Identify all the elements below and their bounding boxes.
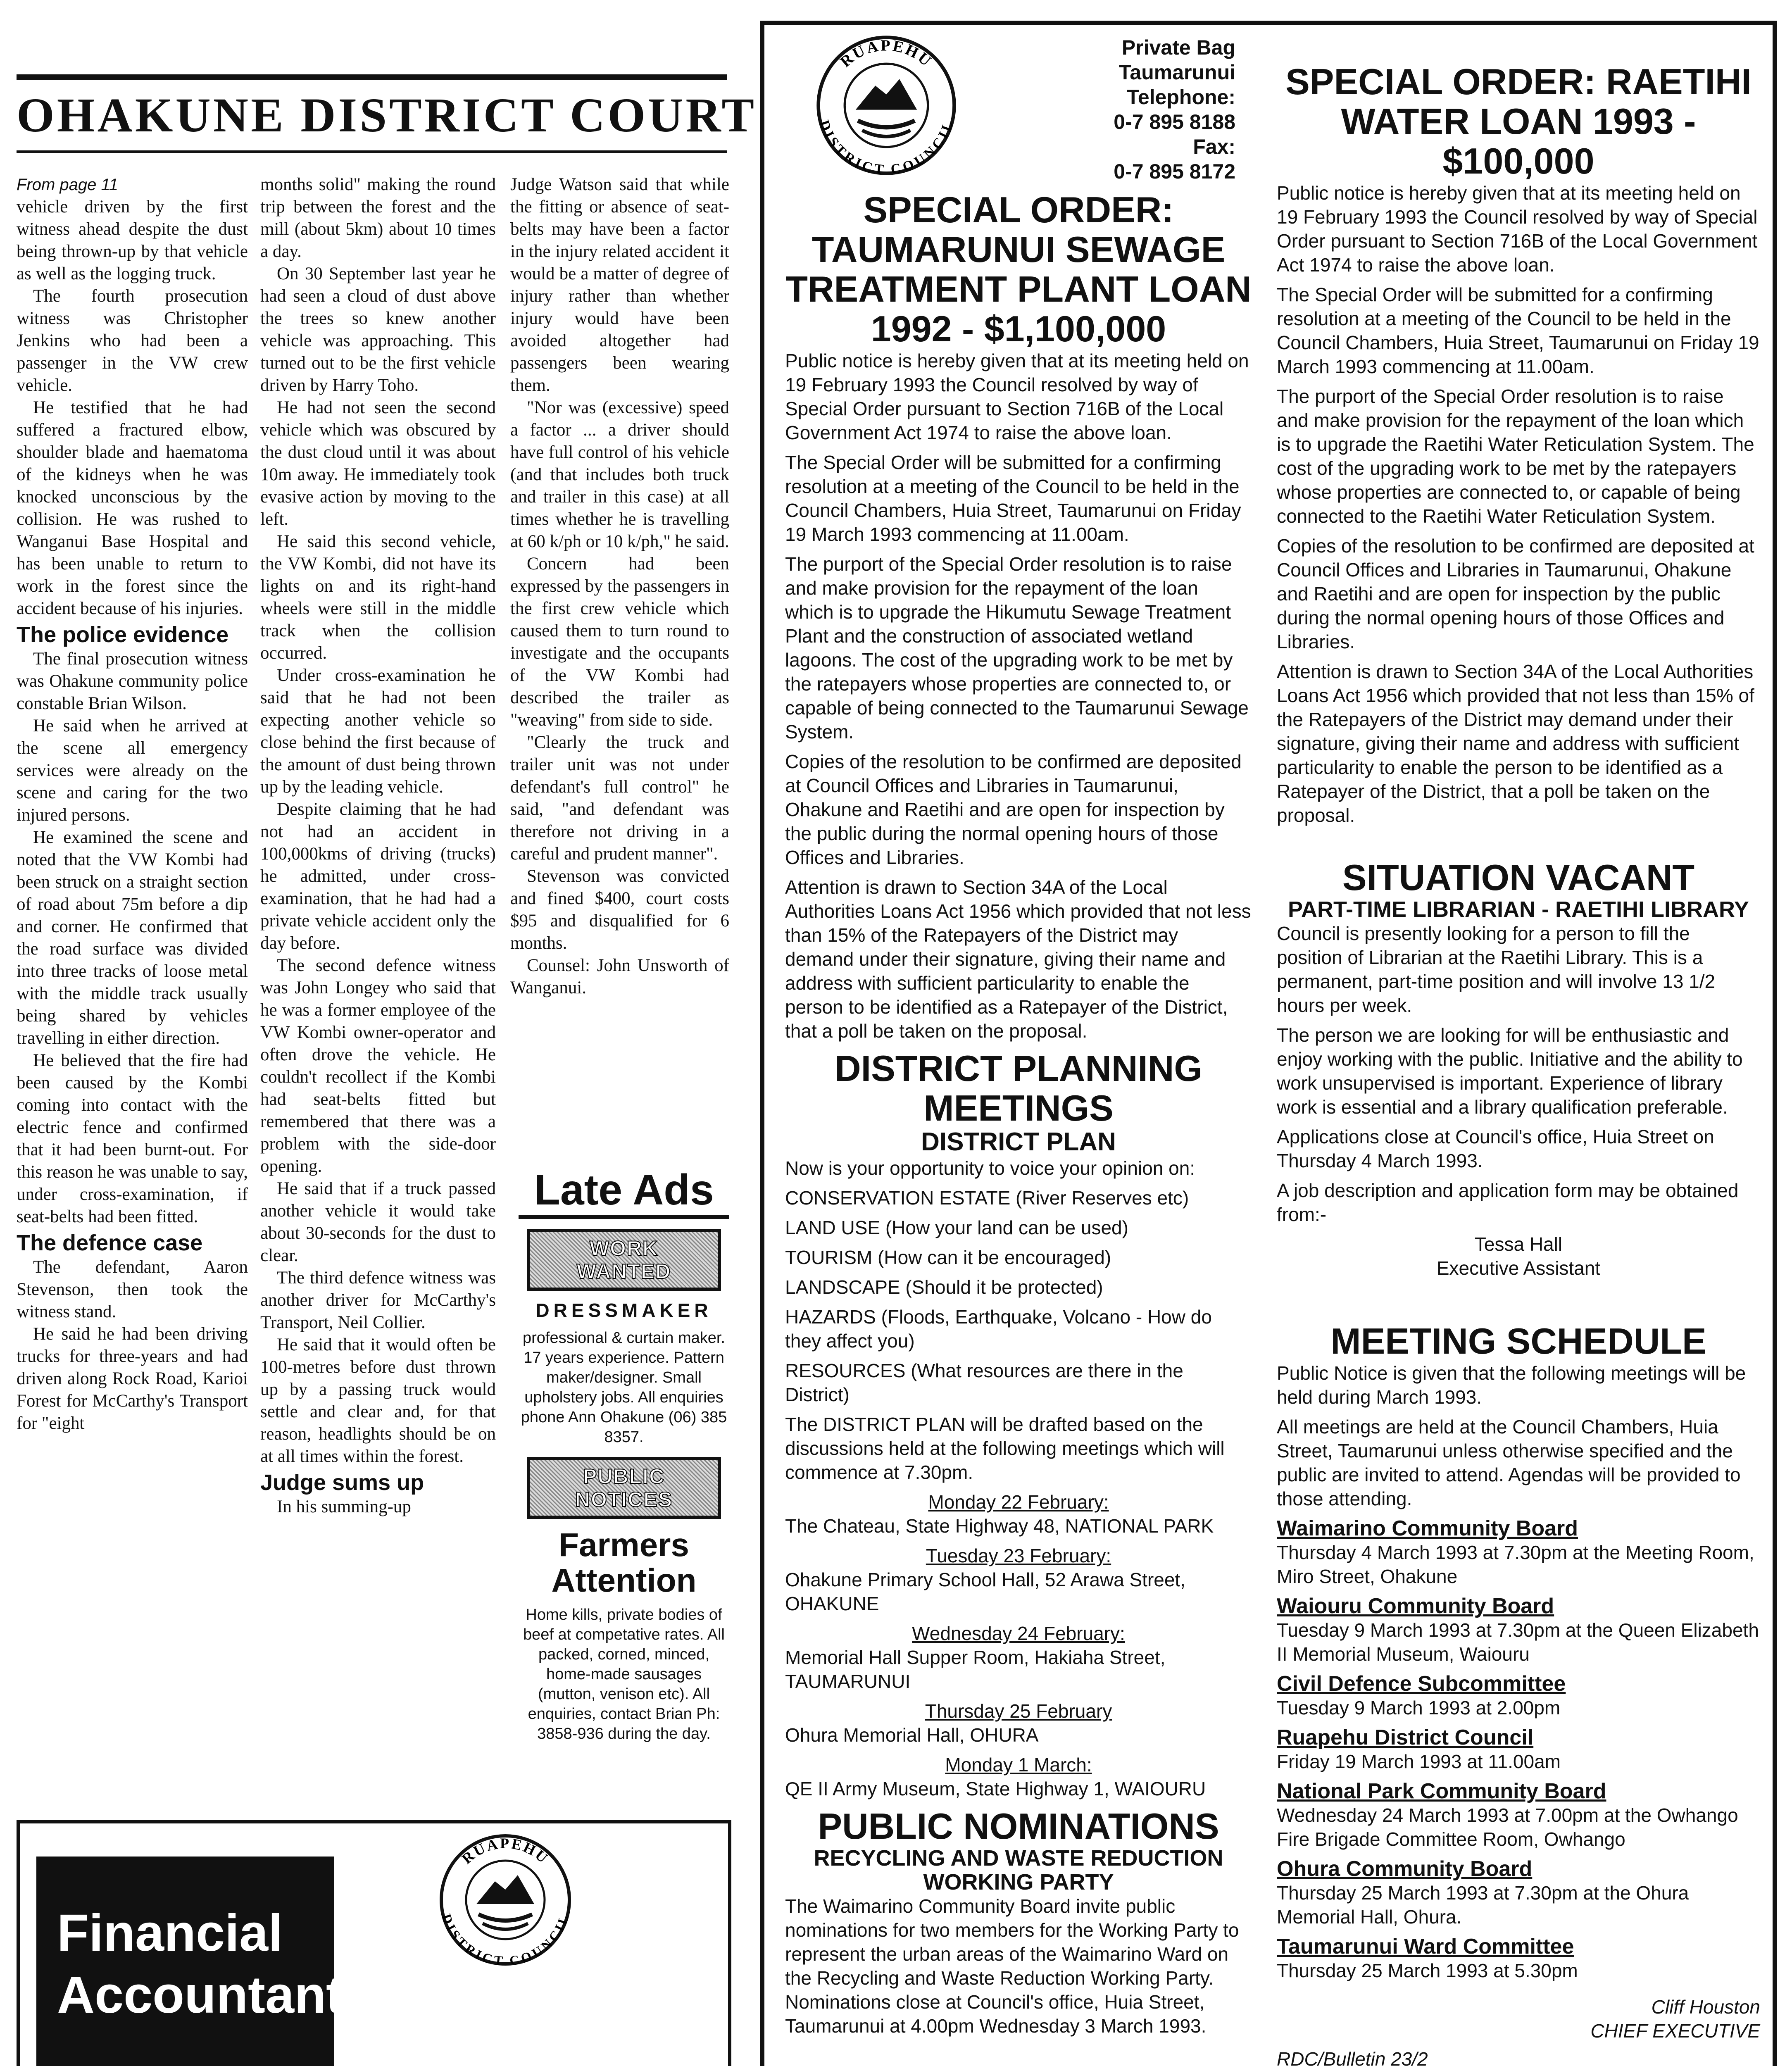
planning-topic: LANDSCAPE (Should it be protected) bbox=[785, 1276, 1103, 1298]
planning-drafted: The DISTRICT PLAN will be drafted based on the discussions held at the following meetings which will commence at 7.30pm. bbox=[785, 1414, 1225, 1483]
planning-title: DISTRICT PLANNING MEETINGS bbox=[835, 1048, 1202, 1128]
ruapehu-council-seal-icon bbox=[814, 33, 959, 178]
board-name: Ohura Community Board bbox=[1277, 1857, 1533, 1881]
schedule-intro: Public Notice is given that the following meetings will be held during March 1993. bbox=[1277, 1362, 1746, 1408]
court-paragraph: "Nor was (excessive) speed a factor ... a driver should have full control of his vehicle (and that includes both truck and trailer in this case) at all times whether he is travelling at 60 k/ph or 10 k/ph," he said. bbox=[510, 398, 729, 551]
late-ads-section bbox=[519, 1165, 729, 1806]
bulletin-ref: RDC/Bulletin 23/2 bbox=[1277, 2048, 1428, 2066]
court-paragraph: Despite claiming that he had not had an accident in 100,000kms of driving (trucks) he admitted, under cross-examination, that he had had a private vehicle accident only the day before. bbox=[260, 800, 496, 953]
meeting-day: Tuesday 23 February: bbox=[926, 1545, 1111, 1566]
court-paragraph: In his summing-up bbox=[277, 1497, 411, 1516]
board-name: National Park Community Board bbox=[1277, 1779, 1606, 1803]
court-column-3 bbox=[510, 174, 729, 1157]
court-paragraph: "Clearly the truck and trailer unit was not under defendant's full control" he said, "and defendant was therefore not driving in a careful and prudent manner". bbox=[510, 733, 729, 864]
svg-text:RUAPEHU bbox=[837, 37, 936, 71]
late-ads-title: Late Ads bbox=[519, 1165, 729, 1219]
board-name: Waiouru Community Board bbox=[1277, 1594, 1554, 1618]
planning-topic: RESOURCES (What resources are there in the District) bbox=[785, 1360, 1183, 1405]
work-wanted-banner bbox=[527, 1229, 721, 1291]
court-paragraph: He examined the scene and noted that the VW Kombi had been struck on a straight section of road about 75m before a dip and corner. He confirmed that the road surface was divided into three tracks of loose metal with the middle track usually being shared by vehicles travelling in either direction. bbox=[17, 828, 248, 1048]
court-paragraph: The defendant, Aaron Stevenson, then took the witness stand. bbox=[17, 1257, 248, 1321]
notice-paragraph: Public notice is hereby given that at its meeting held on 19 February 1993 the Council resolved by way of Special Order pursuant to Section 716B of the Local Government Act 1974 to raise the above loan. bbox=[1277, 182, 1758, 276]
sewage-loan-title: SPECIAL ORDER: TAUMARUNUI SEWAGE TREATMENT PLANT LOAN 1992 - $1,100,000 bbox=[785, 189, 1252, 349]
court-paragraph: He said that it would often be 100-metres before dust thrown up by a passing truck would settle and clear and, for that reason, headlights should be on at all times within the forest. bbox=[260, 1335, 496, 1466]
notice-paragraph: Copies of the resolution to be confirmed are deposited at Council Offices and Libraries in Taumarunui, Ohakune and Raetihi and are open for inspection by the public during the normal opening hours of those Offices and Libraries. bbox=[1277, 535, 1754, 652]
farmers-ad-text: Home kills, private bodies of beef at competative rates. All packed, corned, minced, home-made sausages (mutton, venison etc). All enquiries, contact Brian Ph: 3858-936 during the day. bbox=[523, 1606, 725, 1742]
nominations-title: PUBLIC NOMINATIONS bbox=[818, 1806, 1219, 1847]
board-when: Wednesday 24 March 1993 at 7.00pm at the Owhango Fire Brigade Committee Room, Owhango bbox=[1277, 1804, 1738, 1850]
planning-topic: LAND USE (How your land can be used) bbox=[785, 1217, 1128, 1238]
court-paragraph: vehicle driven by the first witness ahead despite the dust being thrown-up by that vehicle as well as the logging truck. bbox=[17, 197, 248, 283]
dressmaker-heading: DRESSMAKER bbox=[535, 1300, 712, 1321]
ruapehu-council-seal-icon bbox=[437, 1832, 574, 1968]
seal-text: DISTRICT COUNCIL bbox=[439, 1912, 572, 1968]
notice-paragraph: The Special Order will be submitted for a confirming resolution at a meeting of the Council to be held in the Council Chambers, Huia Street, Taumarunui on Friday 19 March 1993 commencing at 11.00am. bbox=[785, 452, 1241, 545]
board-name: Ruapehu District Council bbox=[1277, 1726, 1534, 1749]
public-notices-banner bbox=[527, 1457, 721, 1519]
signatory-role: CHIEF EXECUTIVE bbox=[1590, 2020, 1760, 2042]
court-paragraph: Judge Watson said that while the fitting or absence of seat-belts may have been a factor in the injury related accident it would be a matter of degree of injury rather than whether injury would have been avoided altogether had passengers been wearing them. bbox=[510, 175, 729, 395]
notice-paragraph: The purport of the Special Order resolution is to raise and make provision for the repayment of the loan which is to upgrade the Raetihi Water Reticulation System. The cost of the upgrading work to be met by the ratepayers whose properties are connected to, or capable of being connected to the Raetihi Water Reticulation System. bbox=[1277, 386, 1754, 527]
water-loan-title: SPECIAL ORDER: RAETIHI WATER LOAN 1993 - $100,000 bbox=[1285, 61, 1752, 181]
subheading-police-evidence: The police evidence bbox=[17, 622, 229, 647]
planning-topic: HAZARDS (Floods, Earthquake, Volcano - How do they affect you) bbox=[785, 1306, 1212, 1352]
svg-text:RUAPEHU bbox=[459, 1835, 552, 1867]
court-paragraph: On 30 September last year he had seen a cloud of dust above the trees so knew another vehicle was approaching. This turned out to be the first vehicle driven by Harry Toho. bbox=[260, 264, 496, 395]
financial-accountant-title bbox=[36, 1857, 343, 2066]
vacancy-title: SITUATION VACANT bbox=[1342, 857, 1695, 898]
board-name: Waimarino Community Board bbox=[1277, 1516, 1578, 1540]
planning-topic: TOURISM (How can it be encouraged) bbox=[785, 1247, 1111, 1268]
schedule-title: MEETING SCHEDULE bbox=[1330, 1321, 1706, 1361]
meeting-place: Memorial Hall Supper Room, Hakiaha Street, TAUMARUNUI bbox=[785, 1647, 1166, 1692]
vacancy-contact-role: Executive Assistant bbox=[1436, 1257, 1601, 1279]
planning-topic: CONSERVATION ESTATE (River Reserves etc) bbox=[785, 1187, 1189, 1209]
council-notices-box bbox=[760, 21, 1777, 2066]
court-paragraph: He testified that he had suffered a fractured elbow, shoulder blade and haematoma of the kidneys when he was knocked unconscious by the collision. He was rushed to Wanganui Base Hospital and has been unable to return to work in the forest since the accident because of his injuries. bbox=[17, 398, 248, 618]
signatory-name: Cliff Houston bbox=[1651, 1996, 1760, 2018]
meeting-day: Monday 22 February: bbox=[928, 1491, 1109, 1513]
notice-paragraph: Public notice is hereby given that at its meeting held on 19 February 1993 the Council resolved by way of Special Order pursuant to Section 716B of the Local Government Act 1974 to raise the above loan. bbox=[785, 350, 1249, 443]
banner-line: WANTED bbox=[576, 1260, 671, 1283]
contact-line: Fax: bbox=[1193, 135, 1235, 158]
notices-right-column bbox=[1277, 62, 1760, 2066]
council-contact bbox=[1070, 35, 1235, 184]
court-paragraph: Stevenson was convicted and fined $400, court costs $95 and disqualified for 6 months. bbox=[510, 866, 729, 953]
dressmaker-ad-text: professional & curtain maker. 17 years experience. Pattern maker/designer. Small upholstery jobs. All enquiries phone Ann Ohakune (06) 385 8357. bbox=[521, 1329, 727, 1446]
court-paragraph: Counsel: John Unsworth of Wanganui. bbox=[510, 956, 729, 997]
notice-paragraph: Copies of the resolution to be confirmed are deposited at Council Offices and Libraries in Taumarunui, Ohakune and Raetihi and are open for inspection by the public during the normal opening hours of those Offices and Libraries. bbox=[785, 751, 1242, 868]
seal-text: RUAPEHU bbox=[837, 37, 936, 71]
notices-left-column bbox=[785, 190, 1252, 2066]
court-paragraph: months solid" making the round trip between the forest and the mill (about 5km) about 10 times a day. bbox=[260, 175, 496, 261]
court-paragraph: Under cross-examination he said that he had not been expecting another vehicle so close behind the first because of the amount of dust being thrown up by the leading vehicle. bbox=[260, 666, 496, 797]
board-when: Tuesday 9 March 1993 at 2.00pm bbox=[1277, 1697, 1561, 1718]
notice-paragraph: The purport of the Special Order resolution is to raise and make provision for the repayment of the loan which is to upgrade the Hikumutu Sewage Treatment Plant and the construction of associated wetland lagoons. The cost of the upgrading work to be met by the ratepayers whose properties are connected to, or capable of being connected to the Taumarunui Sewage System. bbox=[785, 553, 1249, 743]
board-when: Friday 19 March 1993 at 11.00am bbox=[1277, 1751, 1561, 1772]
court-paragraph: The third defence witness was another driver for McCarthy's Transport, Neil Collier. bbox=[260, 1268, 496, 1332]
meeting-day: Wednesday 24 February: bbox=[912, 1623, 1125, 1644]
contact-line: Telephone: bbox=[1127, 86, 1235, 109]
meeting-day: Monday 1 March: bbox=[945, 1754, 1092, 1776]
vacancy-paragraph: Applications close at Council's office, Huia Street on Thursday 4 March 1993. bbox=[1277, 1126, 1714, 1171]
vacancy-paragraph: The person we are looking for will be enthusiastic and enjoy working with the public. Initiative and the ability to work unsupervised is important. Experience of library work is essential and a library qualification preferable. bbox=[1277, 1024, 1743, 1118]
vacancy-contact-name: Tessa Hall bbox=[1474, 1233, 1563, 1255]
board-when: Thursday 25 March 1993 at 5.30pm bbox=[1277, 1960, 1578, 1981]
financial-accountant-ad bbox=[17, 1820, 731, 2066]
farmers-attention-heading: Farmers Attention bbox=[551, 1526, 697, 1599]
meeting-place: QE II Army Museum, State Highway 1, WAIOURU bbox=[785, 1778, 1206, 1799]
contact-line: 0-7 895 8188 bbox=[1114, 110, 1235, 133]
court-paragraph: He said this second vehicle, the VW Kombi, did not have its lights on and its right-hand wheels were still in the middle track when the collision occurred. bbox=[260, 532, 496, 663]
court-paragraph: He said he had been driving trucks for three-years and had driven along Rock Road, Karioi Forest for McCarthy's Transport for "eight bbox=[17, 1324, 248, 1433]
planning-intro: Now is your opportunity to voice your opinion on: bbox=[785, 1157, 1195, 1179]
schedule-intro: All meetings are held at the Council Chambers, Huia Street, Taumarunui unless otherwise specified and the public are invited to attend. Agendas will be provided to those attending. bbox=[1277, 1416, 1741, 1509]
meeting-place: Ohakune Primary School Hall, 52 Arawa Street, OHAKUNE bbox=[785, 1569, 1186, 1614]
seal-text: DISTRICT COUNCIL bbox=[816, 118, 957, 178]
vacancy-subtitle: PART-TIME LIBRARIAN - RAETIHI LIBRARY bbox=[1288, 897, 1749, 922]
board-when: Thursday 25 March 1993 at 7.30pm at the Ohura Memorial Hall, Ohura. bbox=[1277, 1882, 1689, 1928]
meeting-day: Thursday 25 February bbox=[925, 1700, 1112, 1722]
court-article-title: OHAKUNE DISTRICT COURT bbox=[17, 74, 727, 153]
contact-line: 0-7 895 8172 bbox=[1114, 160, 1235, 183]
planning-subtitle: DISTRICT PLAN bbox=[921, 1128, 1116, 1156]
court-column-2 bbox=[260, 174, 496, 1826]
title-line: Financial bbox=[57, 1904, 283, 1962]
seal-text: RUAPEHU bbox=[458, 1835, 552, 1867]
court-paragraph: He believed that the fire had been caused by the Kombi coming into contact with the electric fence and confirmed that it had been burnt-out. For this reason he was unable to say, under cross-examination, if seat-belts had been fitted. bbox=[17, 1051, 248, 1226]
subheading-judge-sums-up: Judge sums up bbox=[260, 1470, 424, 1495]
court-paragraph: He had not seen the second vehicle which was obscured by the dust cloud until it was about 10m away. He immediately took evasive action by moving to the left. bbox=[260, 398, 496, 529]
court-column-1 bbox=[17, 174, 248, 1826]
banner-line: NOTICES bbox=[575, 1488, 673, 1511]
notice-paragraph: The Special Order will be submitted for a confirming resolution at a meeting of the Council to be held in the Council Chambers, Huia Street, Taumarunui on Friday 19 March 1993 commencing at 11.00am. bbox=[1277, 284, 1759, 377]
vacancy-paragraph: Council is presently looking for a person to fill the position of Librarian at the Raetihi Library. This is a permanent, part-time position and will involve 13 1/2 hours per week. bbox=[1277, 923, 1716, 1016]
contact-line: Taumarunui bbox=[1119, 61, 1235, 84]
court-paragraph: He said when he arrived at the scene all emergency services were already on the scene and caring for the two injured persons. bbox=[17, 716, 248, 825]
notice-paragraph: Attention is drawn to Section 34A of the Local Authorities Loans Act 1956 which provided that not less than 15% of the Ratepayers of the District may demand under their signature, giving their name and address with sufficient particularity to enable the person to be identified as a Ratepayer of the District, that a poll be taken on the proposal. bbox=[1277, 661, 1754, 826]
board-when: Thursday 4 March 1993 at 7.30pm at the Meeting Room, Miro Street, Ohakune bbox=[1277, 1542, 1754, 1587]
banner-line: PUBLIC bbox=[583, 1465, 665, 1488]
court-paragraph: Concern had been expressed by the passengers in the first crew vehicle which caused them to turn round to investigate and the occupants of the VW Kombi had described the trailer as "weaving" from side to side. bbox=[510, 554, 729, 730]
meeting-place: Ohura Memorial Hall, OHURA bbox=[785, 1724, 1039, 1746]
from-page-note: From page 11 bbox=[17, 176, 119, 194]
subheading-defence-case: The defence case bbox=[17, 1231, 203, 1255]
court-paragraph: The fourth prosecution witness was Christopher Jenkins who had been a passenger in the VW crew vehicle. bbox=[17, 286, 248, 395]
nominations-text: The Waimarino Community Board invite public nominations for two members for the Working Party to represent the urban areas of the Waimarino Ward on the Recycling and Waste Reduction Working Party. Nominations close at Council's office, Huia Street, Taumarunui at 4.00pm Wednesday 3 March 1993. bbox=[785, 1895, 1239, 2037]
vacancy-paragraph: A job description and application form may be obtained from:- bbox=[1277, 1180, 1739, 1225]
banner-line: WORK bbox=[589, 1237, 659, 1260]
nominations-subtitle: RECYCLING AND WASTE REDUCTION WORKING PARTY bbox=[814, 1846, 1223, 1895]
court-paragraph: He said that if a truck passed another vehicle it would take about 30-seconds for the dust to clear. bbox=[260, 1179, 496, 1265]
board-when: Tuesday 9 March 1993 at 7.30pm at the Queen Elizabeth II Memorial Museum, Waiouru bbox=[1277, 1619, 1759, 1665]
title-line: Accountant bbox=[57, 1966, 343, 2024]
court-paragraph: The second defence witness was John Longey who said that he was a former employee of the VW Kombi owner-operator and often drove the vehicle. He couldn't recollect if the Kombi had seat-belts fitted but remembered that there was a problem with the side-door opening. bbox=[260, 956, 496, 1176]
board-name: Taumarunui Ward Committee bbox=[1277, 1935, 1574, 1959]
board-name: Civil Defence Subcommittee bbox=[1277, 1672, 1566, 1696]
meeting-place: The Chateau, State Highway 48, NATIONAL PARK bbox=[785, 1515, 1214, 1537]
contact-line: Private Bag bbox=[1121, 36, 1235, 59]
court-paragraph: The final prosecution witness was Ohakune community police constable Brian Wilson. bbox=[17, 649, 248, 713]
notice-paragraph: Attention is drawn to Section 34A of the Local Authorities Loans Act 1956 which provided that not less than 15% of the Ratepayers of the District may demand under their signature, giving their name and address with sufficient particularity to enable the person to be identified as a Ratepayer of the District, that a poll be taken on the proposal. bbox=[785, 876, 1251, 1042]
